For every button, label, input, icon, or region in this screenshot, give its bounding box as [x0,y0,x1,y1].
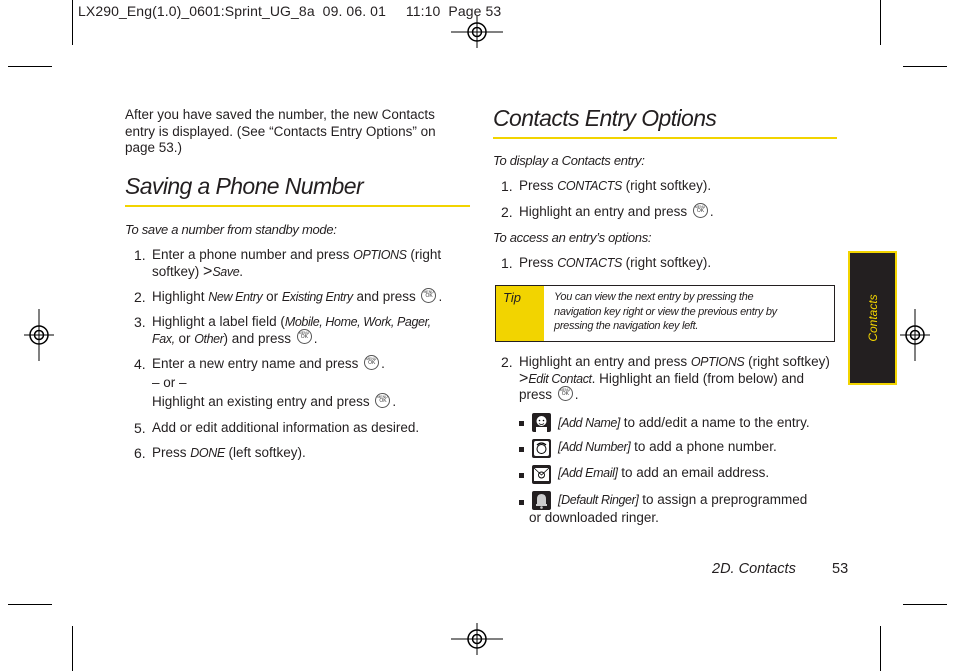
step-number: 2. [501,204,513,220]
person-icon [532,413,551,432]
page-number: 53 [832,561,849,577]
phone-icon [532,439,551,458]
step-2: Highlight New Entry or Existing Entry and press MENU OK. [152,289,472,306]
step-6: Press DONE (left softkey). [152,445,306,460]
heading-rule [493,137,837,139]
menu-ok-key-icon [375,393,390,408]
step-number: 4. [134,356,146,372]
section-side-tab: Contacts [848,251,897,385]
step-number: 1. [134,247,146,263]
subhead: To display a Contacts entry: [493,153,645,168]
access-step-2: Highlight an entry and press OPTIONS (right softkey) >Edit Contact. Highlight an field (from below) and press MENU OK. [519,354,844,404]
bullet-add-number: [Add Number] to add a phone number. [558,439,777,454]
section-heading: Contacts Entry Options [493,105,717,131]
menu-ok-key-icon [421,288,436,303]
access-step-1: Press CONTACTS (right softkey). [519,255,712,270]
tip-label-tab: Tip [496,286,544,341]
step-number: 1. [501,178,513,194]
step-number: 1. [501,255,513,271]
subhead: To save a number from standby mode: [125,222,337,237]
bullet [519,447,524,452]
menu-ok-key-icon [297,329,312,344]
display-step-2: Highlight an entry and press MENU OK. [519,204,714,221]
step-number: 5. [134,420,146,436]
registration-mark-icon [451,623,503,655]
crop-mark [72,626,73,671]
bullet-add-email: [Add Email] to add an email address. [558,465,770,480]
crop-mark [880,0,881,45]
menu-ok-key-icon [693,203,708,218]
tip-text: You can view the next entry by pressing the navigation key right or view the previous entry by pressing the navigation key left. [554,291,777,332]
step-number: 6. [134,445,146,461]
email-icon [532,465,551,484]
bell-icon [532,491,551,510]
bullet [519,500,524,505]
step-number: 2. [501,354,513,370]
crop-mark [903,66,947,67]
registration-mark-icon [24,309,54,361]
crop-mark [8,604,52,605]
bullet-default-ringer: [Default Ringer] to assign a preprogrammed [558,492,808,507]
subhead: To access an entry’s options: [493,230,652,245]
intro-paragraph: After you have saved the number, the new Contacts entry is displayed. (See “Contacts Entry Options” on page 53.) [125,107,436,155]
crop-mark [72,0,73,45]
tip-box [495,285,835,342]
menu-ok-key-icon [558,386,573,401]
bullet-add-name: [Add Name] to add/edit a name to the entry. [558,415,810,430]
crop-mark [8,66,52,67]
step-number: 2. [134,289,146,305]
crop-mark [903,604,947,605]
bullet [519,473,524,478]
bullet [519,421,524,426]
step-number: 3. [134,314,146,330]
step-5: Add or edit additional information as desired. [152,420,420,435]
display-step-1: Press CONTACTS (right softkey). [519,178,712,193]
crop-mark [880,626,881,671]
print-slug: LX290_Eng(1.0)_0601:Sprint_UG_8a 09. 06. 01 11:10 Page 53 [78,3,502,19]
registration-mark-icon [900,309,930,361]
heading-rule [125,205,470,207]
step-3: Highlight a label field (Mobile, Home, Work, Pager, Fax, or Other) and press MENU OK. [152,314,472,347]
step-4: Enter a new entry name and press MENU OK. – or – Highlight an existing entry and press MENU OK. [152,356,472,411]
step-1: Enter a phone number and press OPTIONS (right softkey) >Save. [152,247,442,280]
footer-section: 2D. Contacts [712,561,796,577]
menu-ok-key-icon [364,355,379,370]
section-heading: Saving a Phone Number [125,173,363,199]
bullet-default-ringer-cont: or downloaded ringer. [529,510,659,525]
registration-mark-icon [451,16,503,48]
